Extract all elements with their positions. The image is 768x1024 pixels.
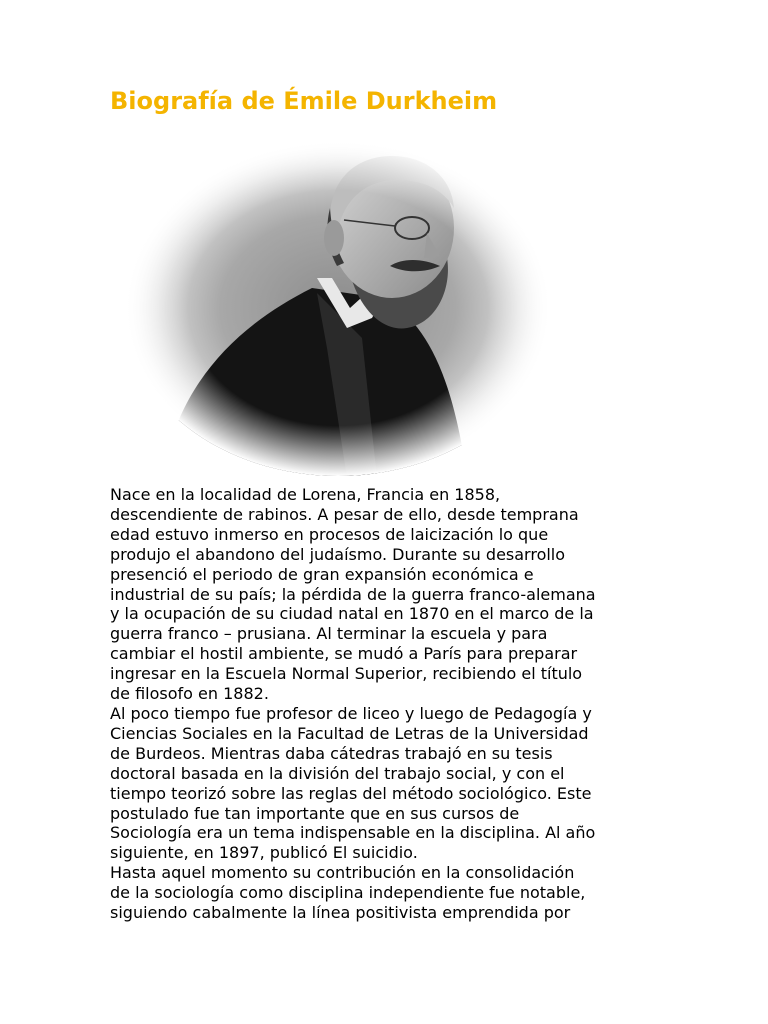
text-line: postulado fue tan importante que en sus cursos de [110, 803, 520, 823]
text-line: Al poco tiempo fue profesor de liceo y luego de Pedagogía y [110, 703, 592, 723]
text-line: siguiente, en 1897, publicó El suicidio. [110, 843, 418, 863]
text-line: siguiendo cabalmente la línea positivista emprendida por [110, 903, 571, 923]
text-line: de Burdeos. Mientras daba cátedras trabajó en su tesis [110, 743, 553, 763]
text-line: Ciencias Sociales en la Facultad de Letras de la Universidad [110, 723, 589, 743]
text-line: guerra franco – prusiana. Al terminar la escuela y para [110, 624, 548, 644]
text-line: doctoral basada en la división del trabajo social, y con el [110, 763, 565, 783]
text-line: descendiente de rabinos. A pesar de ello, desde temprana [110, 504, 579, 524]
text-line: edad estuvo inmerso en procesos de laicización lo que [110, 524, 549, 544]
text-line: y la ocupación de su ciudad natal en 1870 en el marco de la [110, 604, 594, 624]
text-line: ingresar en la Escuela Normal Superior, recibiendo el título [110, 664, 583, 684]
text-line: tiempo teorizó sobre las reglas del método sociológico. Este [110, 783, 592, 803]
text-line: cambiar el hostil ambiente, se mudó a París para preparar [110, 644, 578, 664]
text-line: produjo el abandono del judaísmo. Durante su desarrollo [110, 544, 566, 564]
text-line: Sociología era un tema indispensable en la disciplina. Al año [110, 823, 596, 843]
text-line: presenció el periodo de gran expansión económica e [110, 564, 534, 584]
page-title: Biografía de Émile Durkheim [110, 87, 498, 115]
text-line: de filosofo en 1882. [110, 684, 269, 704]
text-line: Nace en la localidad de Lorena, Francia en 1858, [110, 485, 501, 504]
text-line: industrial de su país; la pérdida de la guerra franco-alemana [110, 584, 596, 604]
text-line: Hasta aquel momento su contribución en la consolidación [110, 863, 575, 883]
durkheim-portrait [122, 138, 554, 478]
text-line: de la sociología como disciplina independiente fue notable, [110, 883, 586, 903]
biography-text [110, 485, 670, 923]
